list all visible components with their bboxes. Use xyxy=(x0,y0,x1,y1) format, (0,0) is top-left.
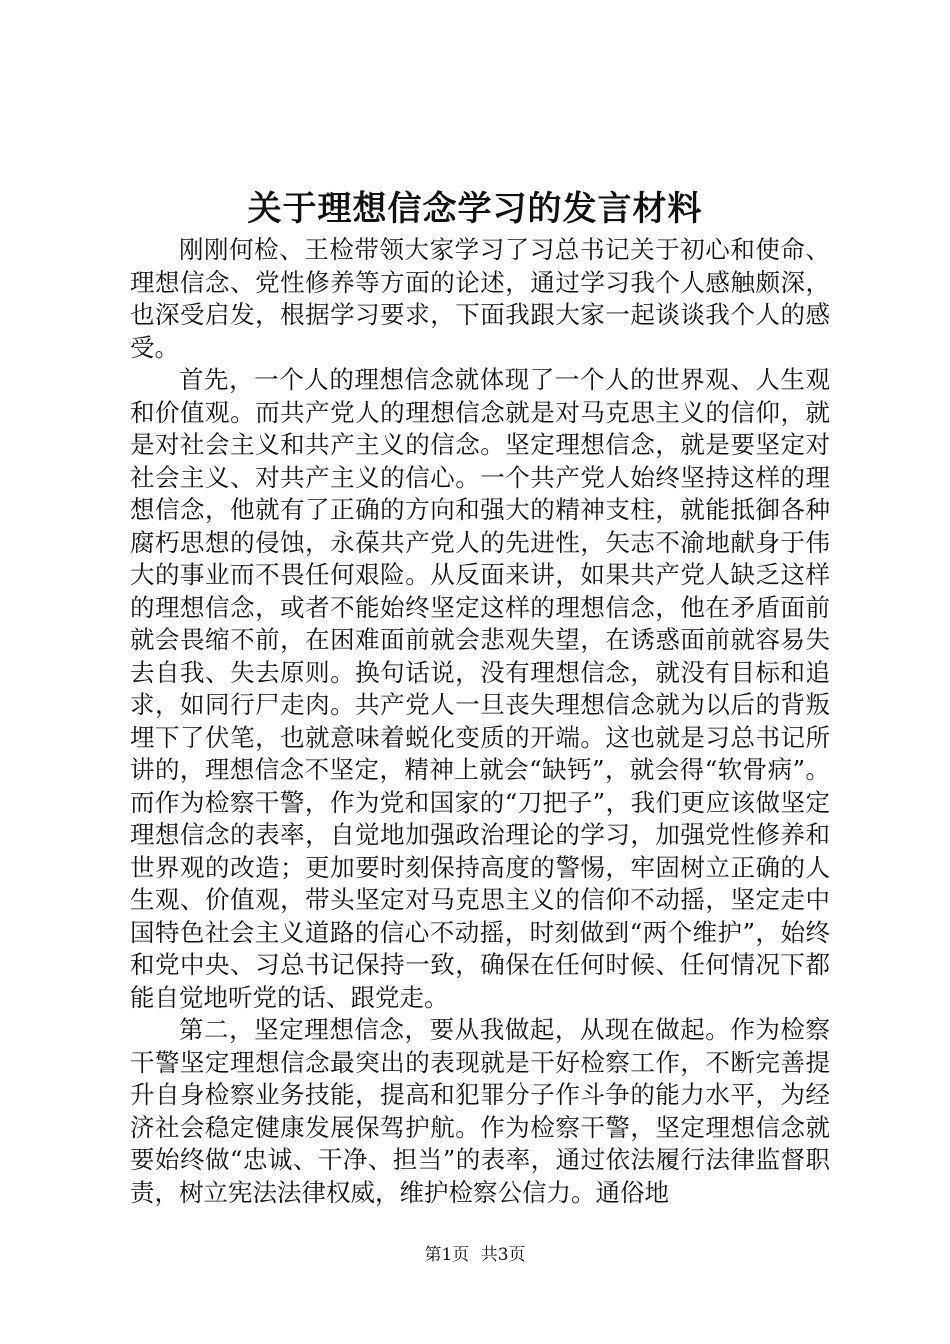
paragraph: 刚刚何检、王检带领大家学习了习总书记关于初心和使命、理想信念、党性修养等方面的论述，通过学习我个人感触颇深，也深受启发，根据学习要求，下面我跟大家一起谈谈我个人的感受。 xyxy=(130,235,830,362)
paragraph: 第二，坚定理想信念，要从我做起，从现在做起。作为检察干警坚定理想信念最突出的表现就是干好检察工作，不断完善提升自身检察业务技能，提高和犯罪分子作斗争的能力水平，为经济社会稳定健康发展保驾护航。作为检察干警，坚定理想信念就要始终做“忠诚、干净、担当”的表率，通过依法履行法律监督职责，树立宪法法律权威，维护检察公信力。通俗地 xyxy=(130,1015,830,1207)
page-total: 共3页 xyxy=(480,1245,526,1265)
paragraph: 首先，一个人的理想信念就体现了一个人的世界观、人生观和价值观。而共产党人的理想信念就是对马克思主义的信仰，就是对社会主义和共产主义的信念。坚定理想信念，就是要坚定对社会主义、对共产主义的信心。一个共产党人始终坚持这样的理想信念，他就有了正确的方向和强大的精神支柱，就能抵御各种腐朽思想的侵蚀，永葆共产党人的先进性，矢志不渝地献身于伟大的事业而不畏任何艰险。从反面来讲，如果共产党人缺乏这样的理想信念，或者不能始终坚定这样的理想信念，他在矛盾面前就会畏缩不前，在困难面前就会悲观失望，在诱惑面前就容易失去自我、失去原则。换句话说，没有理想信念，就没有目标和追求，如同行尸走肉。共产党人一旦丧失理想信念就为以后的背叛埋下了伏笔，也就意味着蜕化变质的开端。这也就是习总书记所讲的，理想信念不坚定，精神上就会“缺钙”，就会得“软骨病”。而作为检察干警，作为党和国家的“刀把子”，我们更应该做坚定理想信念的表率，自觉地加强政治理论的学习，加强党性修养和世界观的改造；更加要时刻保持高度的警惕，牢固树立正确的人生观、价值观，带头坚定对马克思主义的信仰不动摇，坚定走中国特色社会主义道路的信心不动摇，时刻做到“两个维护”，始终和党中央、习总书记保持一致，确保在任何时候、任何情况下都能自觉地听党的话、跟党走。 xyxy=(130,365,830,1012)
document-body xyxy=(130,234,830,1209)
document-title: 关于理想信念学习的发言材料 xyxy=(247,189,703,229)
page-footer xyxy=(0,1244,950,1266)
page-number: 第1页 xyxy=(424,1245,470,1265)
